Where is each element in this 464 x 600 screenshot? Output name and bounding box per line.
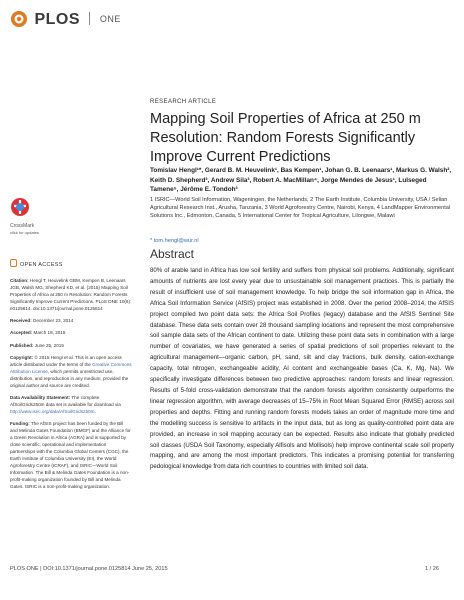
published-value: June 25, 2015 <box>34 342 64 348</box>
corresponding-email-link[interactable]: * tom.hengl@wur.nl <box>150 238 199 244</box>
article-title: Mapping Soil Properties of Africa at 250 m Resolution: Random Forests Significantly Improve Current Predictions <box>150 111 421 165</box>
data-availability-label: Data Availability Statement: <box>10 395 71 401</box>
crossmark-sublabel: click for updates <box>10 230 39 235</box>
plos-logo-icon <box>10 10 28 28</box>
abstract-heading: Abstract <box>150 247 195 261</box>
article-type: RESEARCH ARTICLE <box>150 99 217 105</box>
published-label: Published: <box>10 342 34 348</box>
data-availability-text: The complete AfSoilGrids250m data set is available for download via <box>10 395 121 408</box>
received-date <box>10 318 132 325</box>
crossmark-badge[interactable] <box>10 197 60 235</box>
funding <box>10 421 132 490</box>
copyright-text-end: , which permits unrestricted use, distribution, and reproduction in any medium, provided the original author and source are credited. <box>10 368 129 388</box>
received-label: Received: <box>10 317 32 323</box>
plos-brand: PLOS <box>34 11 81 28</box>
open-lock-icon <box>10 259 17 267</box>
copyright-text: © 2015 Hengl et al. This is an open access article distributed under the terms of the <box>10 355 122 368</box>
citation-label: Citation: <box>10 277 29 283</box>
footer-citation: PLOS ONE | DOI:10.1371/journal.pone.0125814 June 25, 2015 <box>10 566 168 572</box>
data-availability-end: . <box>94 409 96 414</box>
crossmark-icon <box>10 197 30 217</box>
accepted-date <box>10 330 132 337</box>
open-access-label: OPEN ACCESS <box>20 262 63 268</box>
funding-text: The AfSIS project has been funded by the Bill and Melinda Gates Foundation (BMGF) and the Alliance for a Green Revolution in Africa (AGRA) and is supported by close scientific, operational and implementation partnerships with the Columbia Global Centers (CGC), the Earth Institute of Columbia University (EI), the World Agroforestry Centre (ICRAF), and ISRIC—World Soil Information. The Bill & Melinda Gates Foundation is a non-profit-making organization founded by Bill and Melinda Gates. ISRIC is a non-profit-making organization. <box>10 421 131 489</box>
copyright <box>10 355 132 390</box>
data-download-link[interactable]: http://www.isric.org/data/AfSoilGrids250m <box>10 409 95 414</box>
published-date <box>10 343 132 350</box>
citation-text: Hengl T, Heuvelink GBM, Kempen B, Leenaars JGB, Walsh MG, Shepherd KD, et al. (2015) Mapping Soil Properties of Africa at 250 m Resolution: Random Forests Significantly Improve Current Predictions. PLoS ONE 10(6): e0125814. doi:10.1371/journal.pone.0125814 <box>10 277 132 311</box>
author-list: Tomislav Hengl¹*, Gerard B. M. Heuvelink¹, Bas Kempen¹, Johan G. B. Leenaars¹, Markus G. Walsh², Keith D. Shepherd³, Andrew Sila³, Robert A. MacMillan⁴, Jorge Mendes de Jesus¹, Lulseged Tamene⁵, Jérôme E. Tondoh³ <box>150 167 452 194</box>
accepted-value: March 18, 2015 <box>33 330 66 336</box>
accepted-label: Accepted: <box>10 330 33 336</box>
open-access-badge <box>10 259 132 269</box>
funding-label: Funding: <box>10 421 30 427</box>
copyright-label: Copyright: <box>10 355 34 361</box>
abstract-text: 80% of arable land in Africa has low soil fertility and suffers from physical soil problems. Additionally, significant amounts of nutrients are lost every year due to unsustainable soil management practices. This is partially the result of insufficient use of soil management knowledge. To help bridge the soil information gap in Africa, the Africa Soil Information Service (AfSIS) project was established in 2008. Over the period 2008–2014, the AfSIS project compiled two point data sets: the Africa Soil Profiles (legacy) database and the AfSIS Sentinel Site database. These data sets contain over 28 thousand sampling locations and represent the most comprehensive soil sample data sets of the African continent to date. Utilizing these point data sets in combination with a large number of covariates, we have generated a series of spatial predictions of soil properties relevant to the agricultural management—organic carbon, pH, sand, silt and clay fractions, bulk density, cation-exchange capacity, total nitrogen, exchangeable acidity, Al content and exchangeable bases (Ca, K, Mg, Na). We specifically investigate differences between two predictive approaches: random forests and linear regression. Results of 5-fold cross-validation demonstrate that the random forests algorithm consistently outperforms the linear regression algorithm, with average decreases of 15–75% in Root Mean Squared Error (RMSE) across soil properties and depths. Fitting and running random forests models takes an order of magnitude more time and the modelling success is sensitive to artifacts in the input data, but as long as quality-controlled point data are provided, an increase in soil mapping accuracy can be expected. Results also indicate that globally predicted soil classes (USDA Soil Taxonomy, especially Alfisols and Mollisols) help improve continental scale soil property mapping, and are among the most important predictors. This indicates a promising potential for transferring pedological knowledge from data rich countries to countries with limited soil data. <box>150 267 454 471</box>
page-number: 1 / 26 <box>425 566 439 572</box>
crossmark-label: CrossMark <box>10 223 35 229</box>
logo-divider <box>89 12 90 25</box>
license-link[interactable]: Creative Commons Attribution License <box>10 362 132 374</box>
plos-one-logo[interactable] <box>10 10 121 30</box>
affiliations: 1 ISRIC—World Soil Information, Wageningen, the Netherlands, 2 The Earth Institute, Columbia University, USA / Selian Agricultural Research Inst., Arusha, Tanzania, 3 World Agroforestry Centre, Nairobi, Kenya, 4 LandMapper Environmental Solutions Inc., Edmonton, Canada, 5 International Center for Tropical Agriculture, Lilongwe, Malawi <box>150 197 451 220</box>
data-availability <box>10 395 132 416</box>
received-value: December 23, 2014 <box>33 317 74 323</box>
citation <box>10 278 132 313</box>
article-sidebar <box>10 259 132 496</box>
journal-name: ONE <box>99 14 121 24</box>
